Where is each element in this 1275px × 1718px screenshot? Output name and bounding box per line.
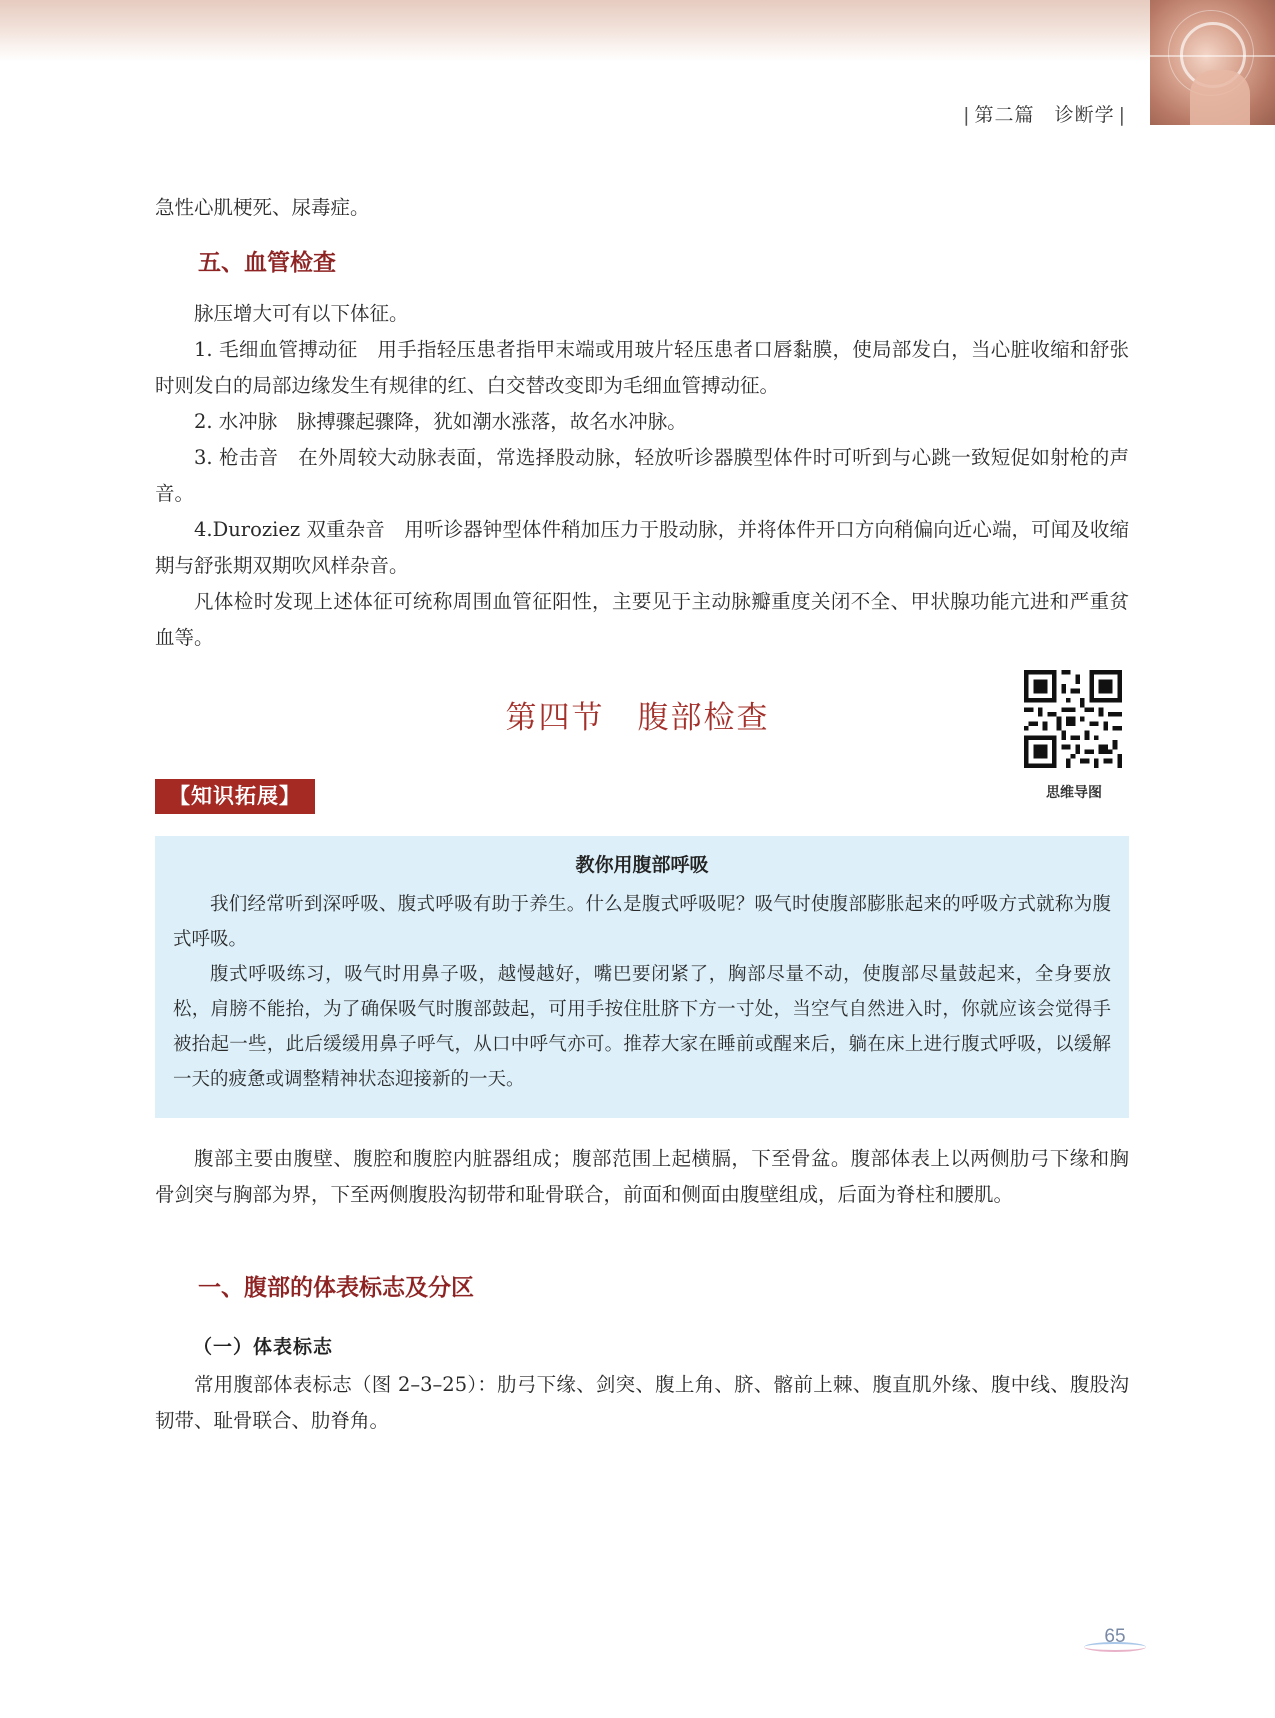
section5-summary: 凡体检时发现上述体征可统称周围血管征阳性，主要见于主动脉瓣重度关闭不全、甲状腺功能亢进和严重贫血等。 (155, 590, 1129, 649)
knowledge-tag: 【知识拓展】 (155, 779, 315, 814)
stethoscope-image (1150, 0, 1275, 125)
intro-block (155, 190, 1129, 226)
knowledge-paragraph-2: 腹式呼吸练习，吸气时用鼻子吸，越慢越好，嘴巴要闭紧了，胸部尽量不动，使腹部尽量鼓起来，全身要放松，肩膀不能抬，为了确保吸气时腹部鼓起，可用手按住肚脐下方一寸处，当空气自然进入时，你就应该会觉得手被抬起一些，此后缓缓用鼻子呼气，从口中呼气亦可。推荐大家在睡前或醒来后，躺在床上进行腹式呼吸，以缓解一天的疲惫或调整精神状态迎接新的一天。 (173, 964, 1111, 1090)
knowledge-box-title: 教你用腹部呼吸 (575, 854, 709, 876)
section5-item-3: 3. 枪击音 在外周较大动脉表面，常选择股动脉，轻放听诊器膜型体件时可听到与心跳一致短促如射枪的声音。 (155, 446, 1129, 505)
section5-body (155, 296, 1129, 656)
qr-caption: 思维导图 (1046, 785, 1102, 801)
running-head: | 第二篇 诊断学 | (963, 104, 1126, 126)
knowledge-paragraph-1: 我们经常听到深呼吸、腹式呼吸有助于养生。什么是腹式呼吸呢？吸气时使腹部膨胀起来的呼吸方式就称为腹式呼吸。 (173, 894, 1111, 950)
header-band (0, 0, 1275, 62)
section5-item-4: 4.Duroziez 双重杂音 用听诊器钟型体件稍加压力于股动脉，并将体件开口方向稍偏向近心端，可闻及收缩期与舒张期双期吹风样杂音。 (155, 518, 1129, 577)
hand-shape (1190, 70, 1250, 125)
section1-sub-heading: （一）体表标志 (193, 1336, 334, 1358)
qr-code-icon[interactable] (1024, 670, 1122, 768)
pulse-line (1150, 55, 1275, 57)
section1-sub-wrap (193, 1332, 1167, 1359)
section5-heading-wrap (198, 244, 1172, 277)
chapter-title: 第四节 腹部检查 (505, 700, 770, 736)
section1-body (155, 1367, 1129, 1439)
qr-block[interactable] (1024, 670, 1124, 802)
section5-item-2: 2. 水冲脉 脉搏骤起骤降，犹如潮水涨落，故名水冲脉。 (194, 410, 687, 433)
part-label: 第二篇 (974, 104, 1035, 126)
abdomen-intro-block (155, 1141, 1129, 1213)
subject-label: 诊断学 (1054, 104, 1115, 126)
page-number (1080, 1626, 1150, 1656)
intro-line: 急性心肌梗死、尿毒症。 (155, 196, 370, 219)
abdomen-intro: 腹部主要由腹壁、腹腔和腹腔内脏器组成；腹部范围上起横膈，下至骨盆。腹部体表上以两侧肋弓下缘和胸骨剑突与胸部为界，下至两侧腹股沟韧带和耻骨联合，前面和侧面由腹壁组成，后面为脊柱和腰肌。 (155, 1147, 1129, 1206)
section1-text: 常用腹部体表标志（图 2–3–25）：肋弓下缘、剑突、腹上角、脐、髂前上棘、腹直肌外缘、腹中线、腹股沟韧带、耻骨联合、肋脊角。 (155, 1373, 1129, 1432)
page-number-swoosh (1084, 1642, 1146, 1652)
section1-heading-wrap (198, 1269, 1172, 1302)
section5-heading: 五、血管检查 (198, 250, 336, 276)
page-number-text: 65 (1104, 1626, 1126, 1647)
knowledge-box (155, 836, 1129, 1118)
section5-lead: 脉压增大可有以下体征。 (194, 302, 409, 325)
section5-item-1: 1. 毛细血管搏动征 用手指轻压患者指甲末端或用玻片轻压患者口唇黏膜，使局部发白，当心脏收缩和舒张时则发白的局部边缘发生有规律的红、白交替改变即为毛细血管搏动征。 (155, 338, 1129, 397)
section1-heading: 一、腹部的体表标志及分区 (198, 1275, 474, 1301)
